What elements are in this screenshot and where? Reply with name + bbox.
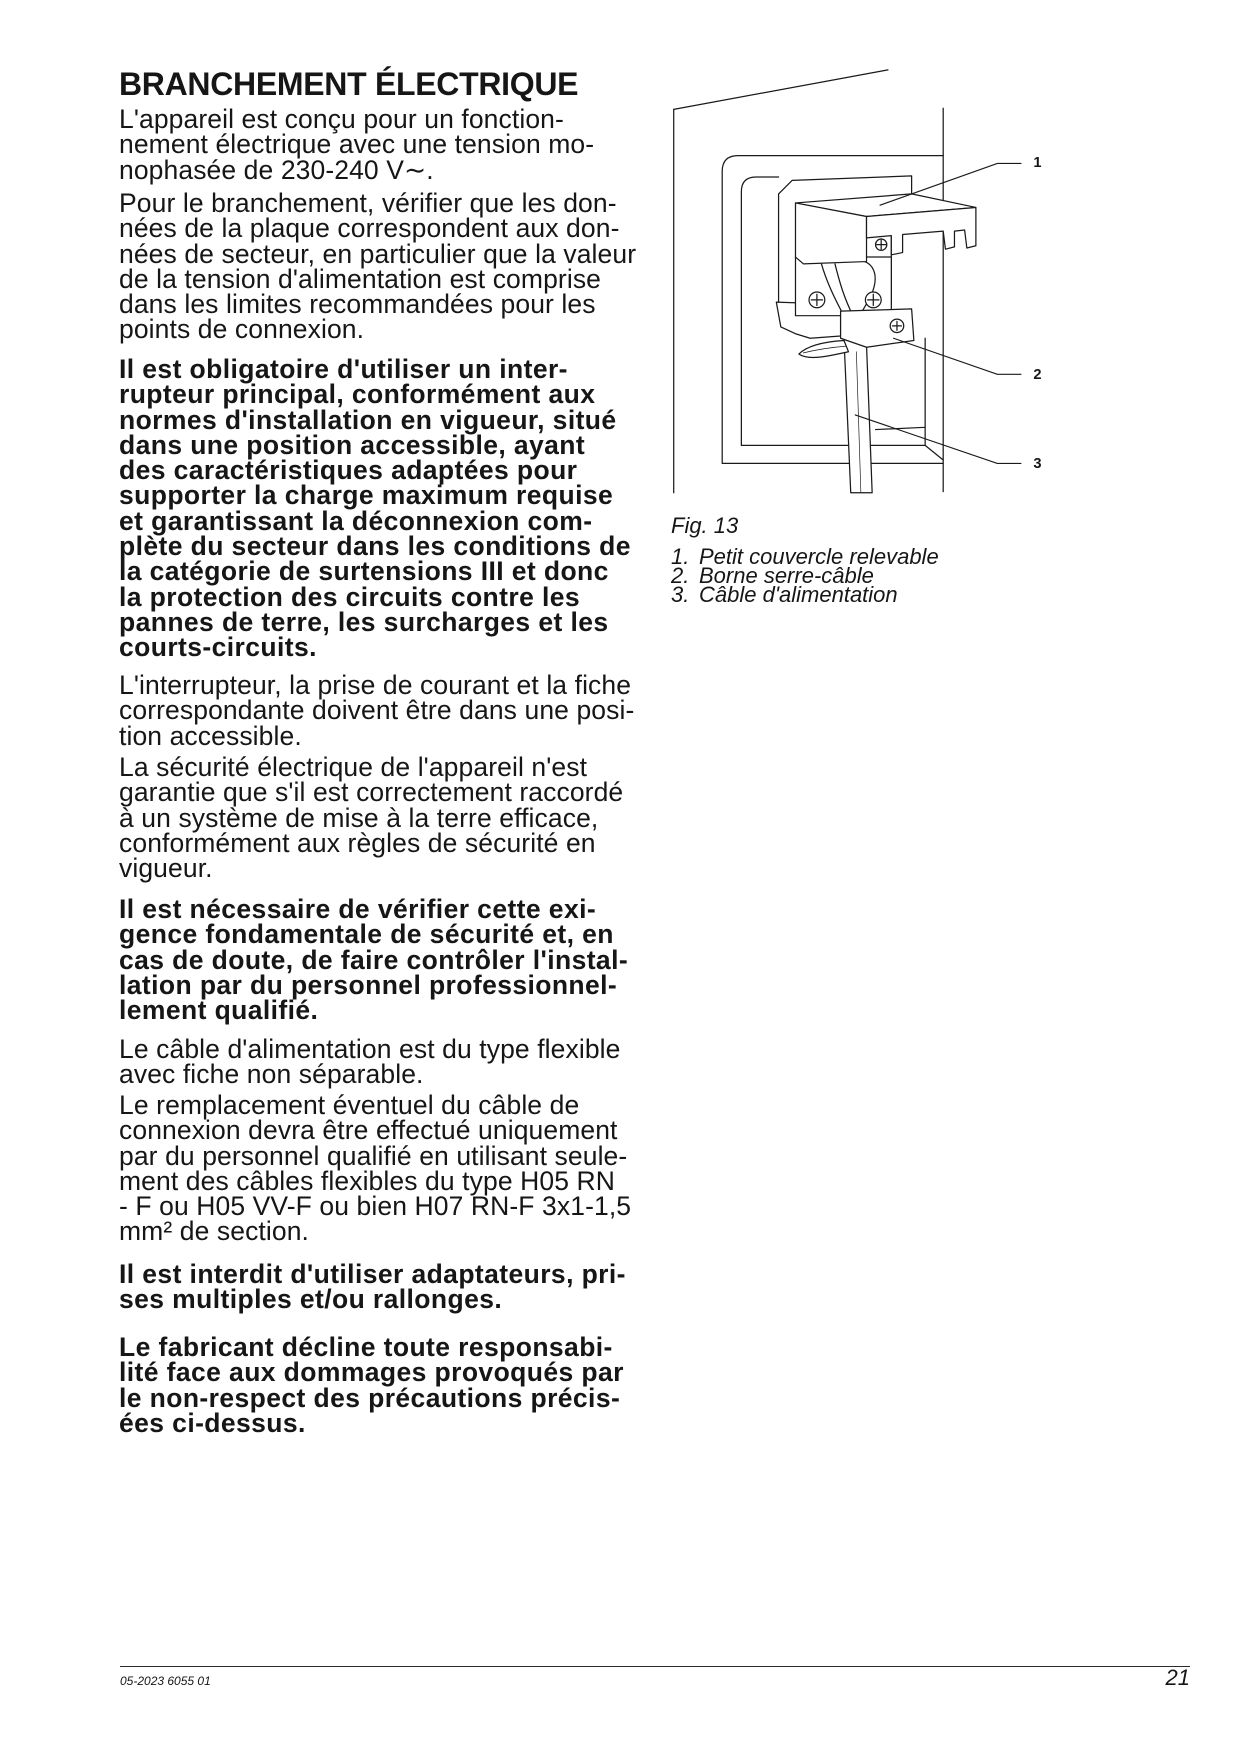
- callout-1-label: 1: [1033, 154, 1042, 171]
- document-code: 05-2023 6055 01: [120, 1674, 211, 1688]
- text-line: ment des câbles flexibles du type H05 RN: [119, 1165, 615, 1196]
- text-line: nées de la plaque correspondent aux don-: [119, 213, 620, 244]
- text-line: conformément aux règles de sécurité en: [119, 827, 596, 858]
- text-line: courts-circuits.: [119, 632, 317, 663]
- text-line: garantie que s'il est correctement raccordé: [119, 777, 624, 808]
- figure-caption: Fig. 13: [671, 513, 739, 538]
- text-line: dans une position accessible, ayant: [119, 429, 586, 460]
- text-line: L'interrupteur, la prise de courant et la fiche: [119, 670, 632, 700]
- text-line: et garantissant la déconnexion com-: [119, 505, 593, 536]
- terminal-assembly: [776, 176, 976, 347]
- text-line: normes d'installation en vigueur, situé: [119, 404, 617, 435]
- figure-legend: [671, 544, 939, 608]
- text-line: nement électrique avec une tension mo-: [119, 129, 595, 160]
- legend-number: 1.: [671, 544, 690, 569]
- accessibility-paragraph: [119, 670, 635, 751]
- legend-item: [671, 582, 939, 608]
- text-line: rupteur principal, conformément aux: [119, 379, 596, 410]
- page-title: BRANCHEMENT ÉLECTRIQUE: [119, 66, 579, 102]
- text-line: Le fabricant décline toute responsabi-: [119, 1332, 613, 1362]
- text-line: nophasée de 230-240 V∼.: [119, 154, 434, 185]
- callout-3-label: 3: [1033, 455, 1042, 472]
- earthing-paragraph: [119, 752, 624, 884]
- text-line: La sécurité électrique de l'appareil n'est: [119, 752, 588, 782]
- text-line: le non-respect des précautions précis-: [119, 1382, 621, 1413]
- text-line: ées ci-dessus.: [119, 1407, 306, 1438]
- text-line: cas de doute, de faire contrôler l'instal-: [119, 944, 629, 975]
- text-line: Il est interdit d'utiliser adaptateurs, pri-: [119, 1259, 626, 1289]
- callout-2-label: 2: [1033, 366, 1042, 383]
- footer-divider: [120, 1666, 1190, 1667]
- connection-check-paragraph: [119, 188, 637, 345]
- text-line: pannes de terre, les surcharges et les: [119, 606, 609, 637]
- power-cable: [799, 338, 872, 492]
- legend-number: 3.: [671, 582, 690, 608]
- legend-text: Câble d'alimentation: [699, 582, 898, 608]
- text-line: gence fondamentale de sécurité et, en: [119, 919, 614, 950]
- liability-disclaimer: [119, 1332, 624, 1438]
- main-switch-warning: [119, 354, 631, 663]
- text-line: dans les limites recommandées pour les: [119, 289, 596, 320]
- text-line: Le remplacement éventuel du câble de: [119, 1090, 580, 1120]
- text-line: connexion devra être effectué uniquement: [119, 1115, 618, 1146]
- cable-replacement-paragraph: [119, 1090, 632, 1247]
- cable-type-paragraph: [119, 1034, 621, 1090]
- intro-paragraph: [119, 104, 595, 185]
- text-line: points de connexion.: [119, 314, 365, 345]
- text-line: L'appareil est conçu pour un fonction-: [119, 104, 564, 134]
- text-line: Pour le branchement, vérifier que les don-: [119, 188, 617, 218]
- text-line: la protection des circuits contre les: [119, 581, 581, 612]
- text-line: Il est nécessaire de vérifier cette exi-: [119, 894, 597, 924]
- legend-text: Petit couvercle relevable: [699, 544, 939, 569]
- text-line: à un système de mise à la terre efficace,: [119, 802, 599, 833]
- text-line: la catégorie de surtensions III et donc: [119, 556, 609, 587]
- legend-text: Borne serre-câble: [699, 563, 874, 589]
- text-line: des caractéristiques adaptées pour: [119, 455, 578, 486]
- text-line: par du personnel qualifié en utilisant seule-: [119, 1140, 628, 1171]
- text-line: Le câble d'alimentation est du type flexible: [119, 1034, 621, 1064]
- text-line: vigueur.: [119, 853, 213, 884]
- text-line: plète du secteur dans les conditions de: [119, 531, 631, 562]
- text-line: lation par du personnel professionnel-: [119, 969, 618, 1000]
- text-line: supporter la charge maximum requise: [119, 480, 614, 511]
- text-line: lité face aux dommages provoqués par: [119, 1357, 624, 1388]
- verification-warning: [119, 894, 629, 1026]
- text-line: mm² de section.: [119, 1216, 310, 1247]
- text-line: Il est obligatoire d'utiliser un inter-: [119, 354, 568, 384]
- text-line: de la tension d'alimentation est comprise: [119, 263, 602, 294]
- text-line: - F ou H05 VV-F ou bien H07 RN-F 3x1-1,5: [119, 1191, 632, 1222]
- legend-number: 2.: [671, 563, 690, 589]
- text-line: correspondante doivent être dans une posi-: [119, 695, 635, 726]
- page-number: 21: [1165, 1665, 1190, 1690]
- text-line: nées de secteur, en particulier que la valeur: [119, 238, 637, 269]
- text-line: avec fiche non séparable.: [119, 1059, 424, 1090]
- adapter-warning: [119, 1259, 626, 1315]
- connection-diagram: [660, 62, 1055, 513]
- text-line: ses multiples et/ou rallonges.: [119, 1284, 503, 1315]
- text-line: lement qualifié.: [119, 995, 319, 1026]
- text-line: tion accessible.: [119, 720, 302, 751]
